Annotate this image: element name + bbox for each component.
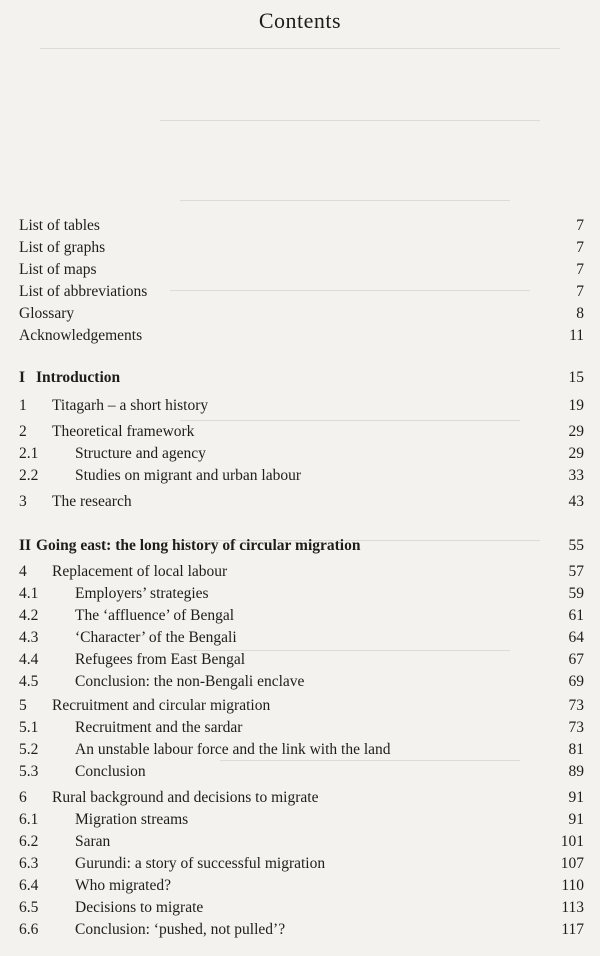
toc-entry-page-number: 19 <box>568 397 584 414</box>
toc-entry-page-number: 69 <box>568 673 584 690</box>
toc-entry <box>0 832 600 852</box>
toc-entry <box>0 238 600 258</box>
toc-entry-page-number: 8 <box>576 305 584 322</box>
toc-entry-page-number: 73 <box>568 697 584 714</box>
toc-entry-page-number: 101 <box>560 833 584 850</box>
toc-entry-title: List of tables <box>19 217 100 234</box>
toc-entry <box>0 740 600 760</box>
toc-entry <box>0 466 600 486</box>
toc-entry-page-number: 81 <box>568 741 584 758</box>
toc-entry-page-number: 61 <box>568 607 584 624</box>
toc-entry-page-number: 29 <box>568 445 584 462</box>
toc-entry-title: Conclusion: the non-Bengali enclave <box>75 673 305 690</box>
toc-entry-title: Conclusion: ‘pushed, not pulled’? <box>75 921 286 938</box>
toc-entry-title: Rural background and decisions to migrate <box>52 789 319 806</box>
toc-entry-number: 4 <box>19 563 27 580</box>
toc-entry-title: Recruitment and circular migration <box>52 697 271 714</box>
toc-entry-page-number: 11 <box>569 327 584 344</box>
toc-entry-number: I <box>19 369 26 386</box>
toc-entry-page-number: 59 <box>568 585 584 602</box>
toc-entry-number: 4.4 <box>19 651 39 668</box>
toc-entry <box>0 562 600 582</box>
toc-entry-title: Going east: the long history of circular migration <box>36 537 361 554</box>
toc-entry-title: An unstable labour force and the link with the land <box>75 741 391 758</box>
toc-entry-page-number: 7 <box>576 283 584 300</box>
toc-entry-number: 5.2 <box>19 741 39 758</box>
toc-entry-page-number: 91 <box>568 789 584 806</box>
toc-entry-title: Who migrated? <box>75 877 171 894</box>
toc-entry-number: 5.3 <box>19 763 39 780</box>
toc-entry <box>0 920 600 940</box>
toc-entry <box>0 368 600 388</box>
toc-entry <box>0 650 600 670</box>
toc-entry-page-number: 107 <box>560 855 584 872</box>
toc-entry-page-number: 113 <box>561 899 584 916</box>
toc-entry-title: Conclusion <box>75 763 146 780</box>
toc-entry-number: 2 <box>19 423 27 440</box>
toc-entry-number: 6.5 <box>19 899 39 916</box>
toc-entry-title: Saran <box>75 833 111 850</box>
toc-entry-page-number: 33 <box>568 467 584 484</box>
toc-entry <box>0 216 600 236</box>
toc-entry-title: List of graphs <box>19 239 106 256</box>
toc-entry <box>0 788 600 808</box>
toc-entry-number: II <box>19 537 32 554</box>
toc-entry-page-number: 57 <box>568 563 584 580</box>
toc-entry-title: Decisions to migrate <box>75 899 204 916</box>
toc-entry-title: Migration streams <box>75 811 189 828</box>
toc-entry-number: 6.3 <box>19 855 39 872</box>
toc-entry-title: Acknowledgements <box>19 327 143 344</box>
toc-entry <box>0 304 600 324</box>
toc-entry-number: 5 <box>19 697 27 714</box>
toc-entry-title: Gurundi: a story of successful migration <box>75 855 326 872</box>
toc-entry <box>0 260 600 280</box>
toc-entry-title: The ‘affluence’ of Bengal <box>75 607 235 624</box>
toc-entry-number: 6.1 <box>19 811 39 828</box>
toc-entry <box>0 810 600 830</box>
toc-entry-title: Structure and agency <box>75 445 206 462</box>
toc-entry-title: Titagarh – a short history <box>52 397 209 414</box>
toc-entry <box>0 492 600 512</box>
toc-entry-title: Studies on migrant and urban labour <box>75 467 301 484</box>
toc-entry <box>0 606 600 626</box>
toc-entry-number: 4.1 <box>19 585 39 602</box>
toc-entry <box>0 854 600 874</box>
toc-entry <box>0 282 600 302</box>
toc-entry <box>0 396 600 416</box>
toc-entry-number: 6.4 <box>19 877 39 894</box>
toc-entry-page-number: 73 <box>568 719 584 736</box>
toc-entry-number: 6.6 <box>19 921 39 938</box>
toc-entry-number: 1 <box>19 397 27 414</box>
toc-entry-page-number: 89 <box>568 763 584 780</box>
toc-entry-page-number: 110 <box>561 877 584 894</box>
toc-entry-number: 6.2 <box>19 833 39 850</box>
toc-entry-title: Recruitment and the sardar <box>75 719 243 736</box>
toc-entry-number: 6 <box>19 789 27 806</box>
toc-entry-number: 2.1 <box>19 445 39 462</box>
toc-entry-number: 4.5 <box>19 673 39 690</box>
toc-entry <box>0 628 600 648</box>
toc-entry <box>0 876 600 896</box>
toc-entry-title: ‘Character’ of the Bengali <box>75 629 237 646</box>
toc-entry-page-number: 91 <box>568 811 584 828</box>
toc-entry-page-number: 67 <box>568 651 584 668</box>
toc-entry-page-number: 15 <box>568 369 584 386</box>
toc-entry <box>0 718 600 738</box>
toc-entry-title: The research <box>52 493 132 510</box>
toc-entry <box>0 422 600 442</box>
toc-entry-title: Refugees from East Bengal <box>75 651 246 668</box>
toc-entry-page-number: 7 <box>576 217 584 234</box>
toc-entry-page-number: 7 <box>576 261 584 278</box>
toc-entry <box>0 672 600 692</box>
toc-entry-title: Theoretical framework <box>52 423 195 440</box>
toc-entry-title: Replacement of local labour <box>52 563 228 580</box>
toc-entry <box>0 762 600 782</box>
toc-entry-number: 4.3 <box>19 629 39 646</box>
toc-entry <box>0 444 600 464</box>
toc-entry-page-number: 7 <box>576 239 584 256</box>
toc-entry <box>0 536 600 556</box>
toc-entry-page-number: 64 <box>568 629 584 646</box>
toc-entry-page-number: 43 <box>568 493 584 510</box>
toc-entry-title: Employers’ strategies <box>75 585 209 602</box>
toc-entry-title: Introduction <box>36 369 121 386</box>
toc-entry-page-number: 29 <box>568 423 584 440</box>
toc-entry-title: Glossary <box>19 305 75 322</box>
toc-entry-number: 3 <box>19 493 27 510</box>
toc-entry-number: 2.2 <box>19 467 39 484</box>
toc-entry-page-number: 117 <box>561 921 584 938</box>
page-title: Contents <box>258 8 342 33</box>
toc-entry <box>0 898 600 918</box>
toc-entry-title: List of abbreviations <box>19 283 148 300</box>
toc-entry <box>0 584 600 604</box>
toc-entry-title: List of maps <box>19 261 97 278</box>
toc-entry <box>0 696 600 716</box>
toc-entry <box>0 326 600 346</box>
toc-entry-page-number: 55 <box>568 537 584 554</box>
toc-entry-number: 4.2 <box>19 607 39 624</box>
toc-entry-number: 5.1 <box>19 719 39 736</box>
